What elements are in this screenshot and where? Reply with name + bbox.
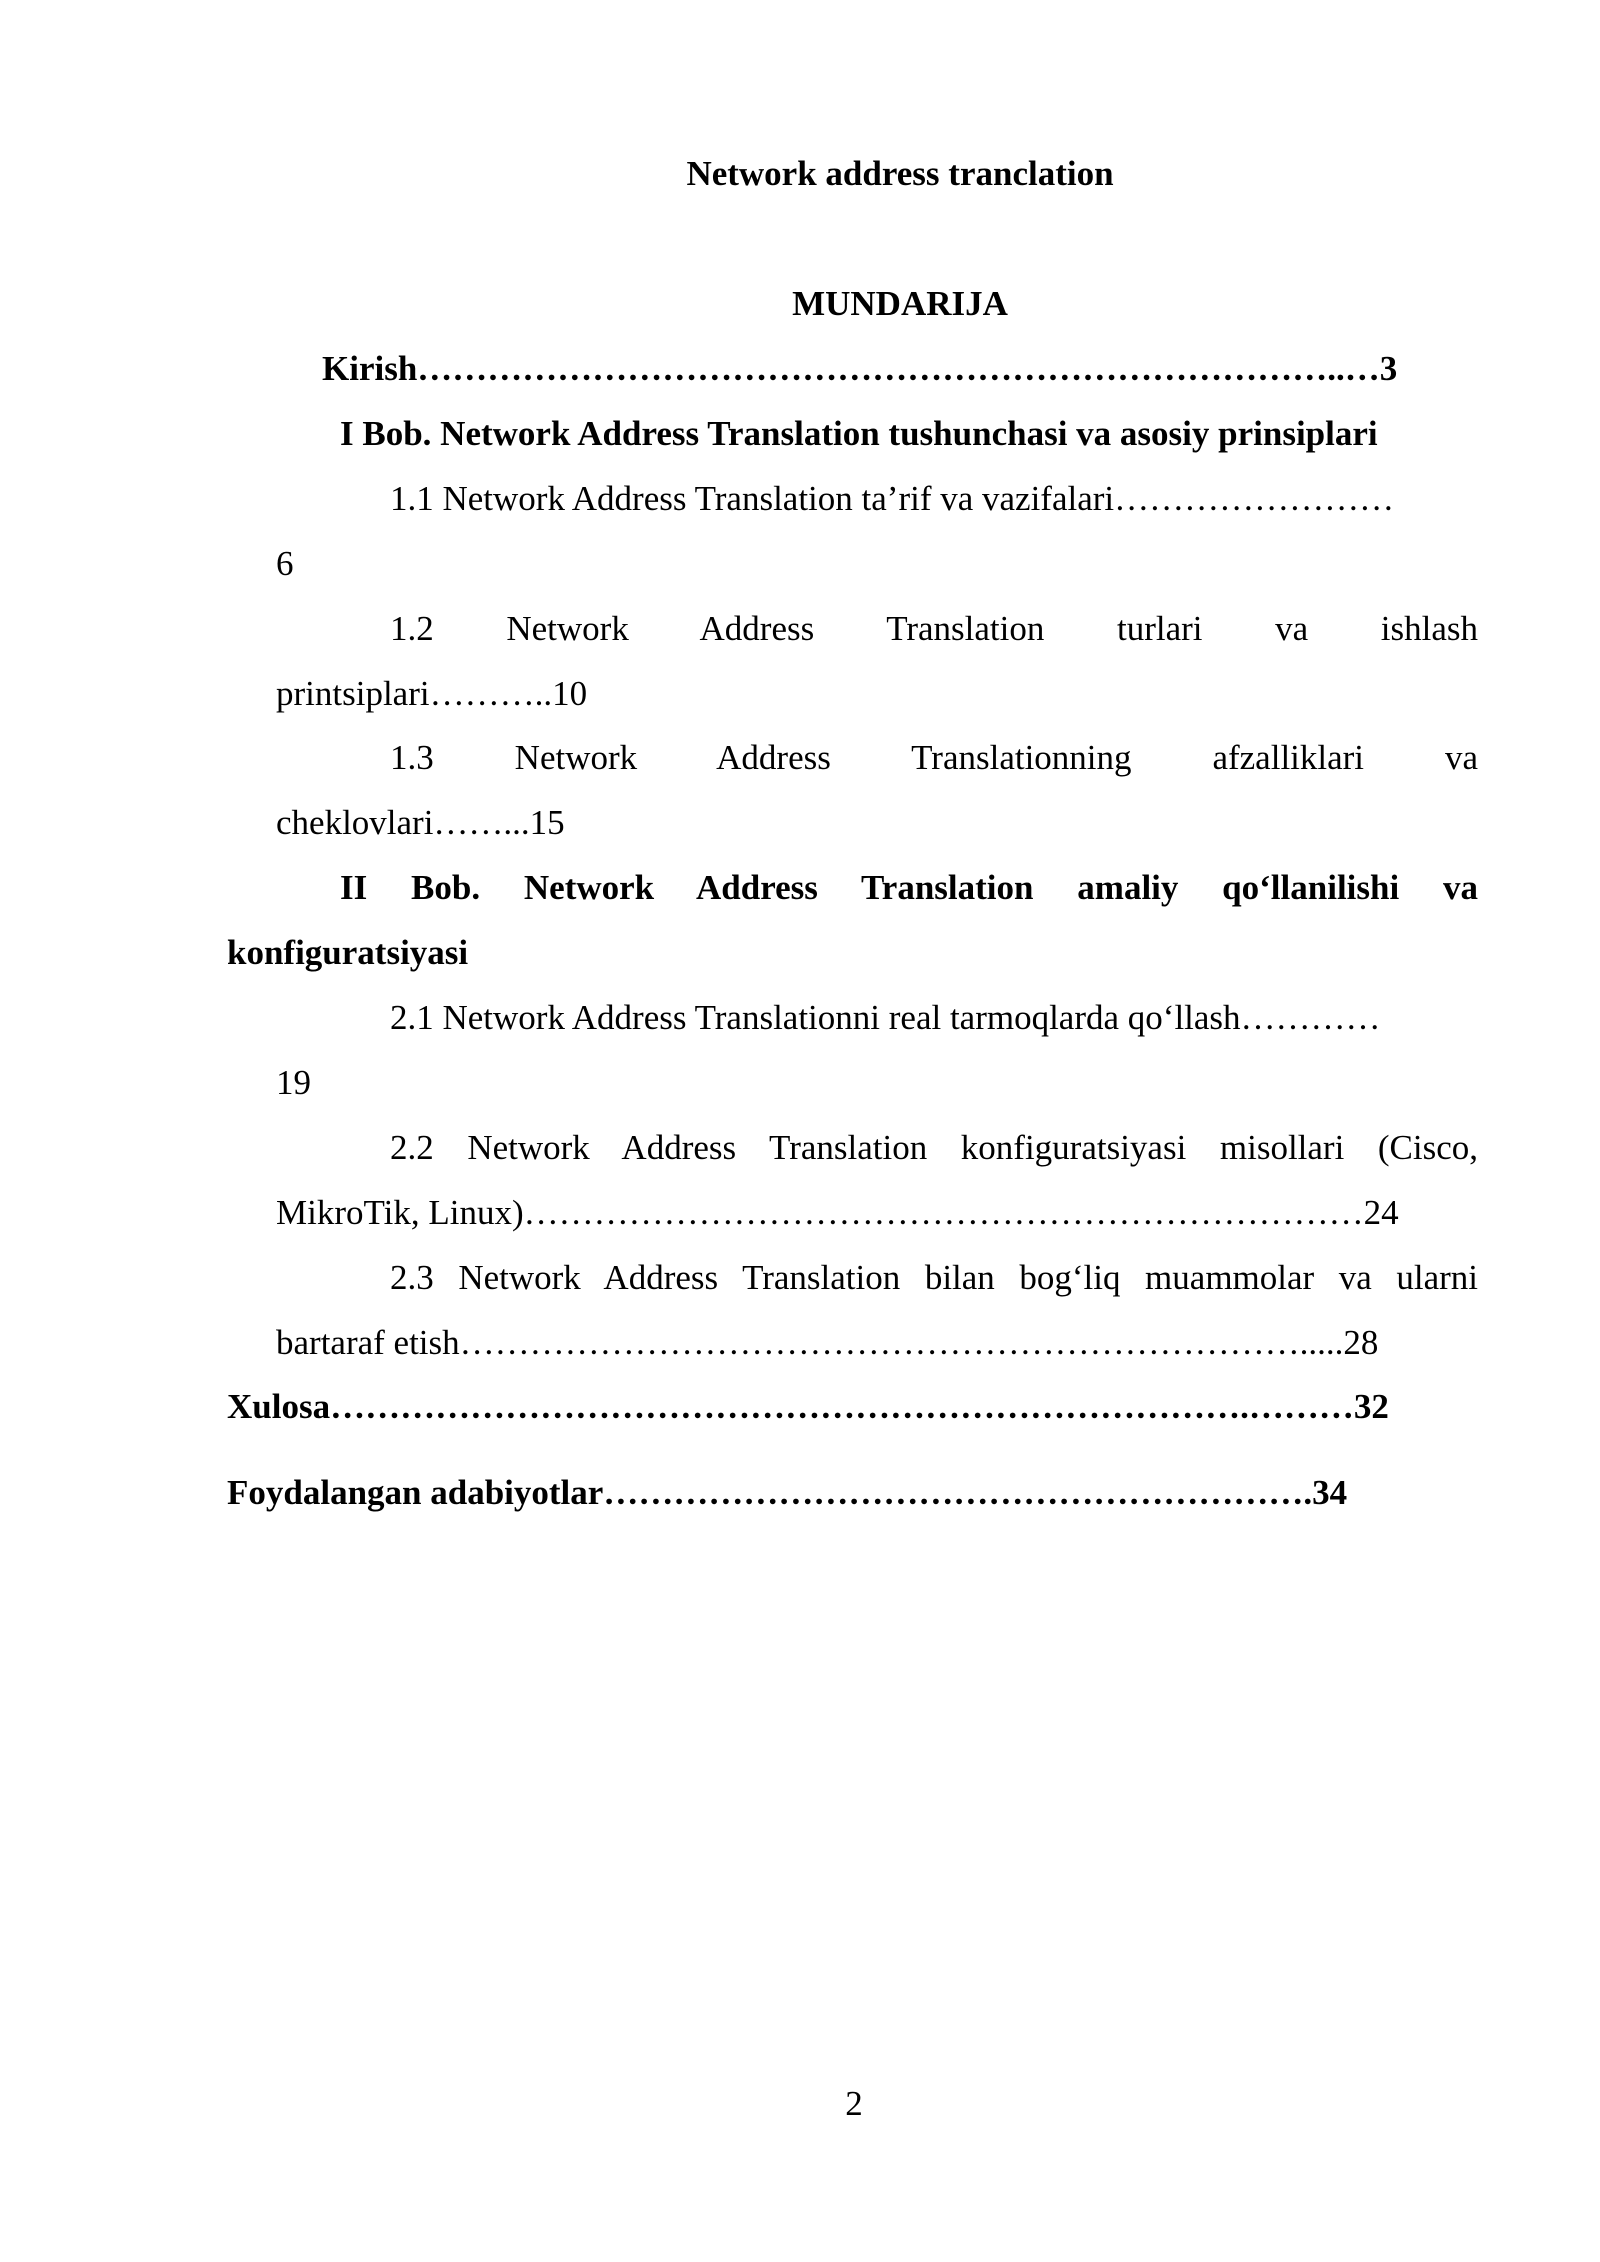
toc-entry-2-2-cont: MikroTik, Linux)………………………………………………………………24 [276,1193,1399,1232]
toc-chapter-1[interactable]: I Bob. Network Address Translation tushunchasi va asosiy prinsiplari [340,414,1378,453]
toc-entry-1-2[interactable]: 1.2 Network Address Translation turlari va ishlash [390,609,1478,648]
document-title: Network address tranclation [686,154,1114,193]
toc-entry-2-3-cont: bartaraf etish……………………………………………………………….....28 [276,1323,1379,1362]
toc-entry-2-1[interactable]: 2.1 Network Address Translationni real tarmoqlarda qo‘llash………… [390,998,1381,1037]
toc-entry-1-3-cont: cheklovlari……...15 [276,803,565,842]
toc-entry-2-2[interactable]: 2.2 Network Address Translation konfiguratsiyasi misollari (Cisco, [390,1128,1478,1167]
toc-entry-references[interactable]: Foydalangan adabiyotlar…………………………………………………….34 [227,1473,1348,1512]
toc-entry-xulosa[interactable]: Xulosa…………………………………………………………………….………32 [227,1387,1389,1426]
toc-chapter-2[interactable]: II Bob. Network Address Translation amaliy qo‘llanilishi va [340,868,1478,907]
toc-entry-2-3[interactable]: 2.3 Network Address Translation bilan bog‘liq muammolar va ularni [390,1258,1478,1297]
toc-entry-1-2-cont: printsiplari………..10 [276,674,588,713]
toc-entry-1-1[interactable]: 1.1 Network Address Translation ta’rif va vazifalari…………………… [390,479,1395,518]
toc-entry-1-3[interactable]: 1.3 Network Address Translationning afzalliklari va [390,738,1478,777]
toc-chapter-2-cont: konfiguratsiyasi [227,933,469,972]
toc-entry-kirish[interactable]: Kirish……………………………………………………………………..…3 [322,349,1398,388]
toc-entry-1-1-page: 6 [276,544,294,583]
page-number: 2 [845,2084,863,2123]
toc-heading: MUNDARIJA [792,284,1008,323]
toc-entry-2-1-page: 19 [276,1063,311,1102]
